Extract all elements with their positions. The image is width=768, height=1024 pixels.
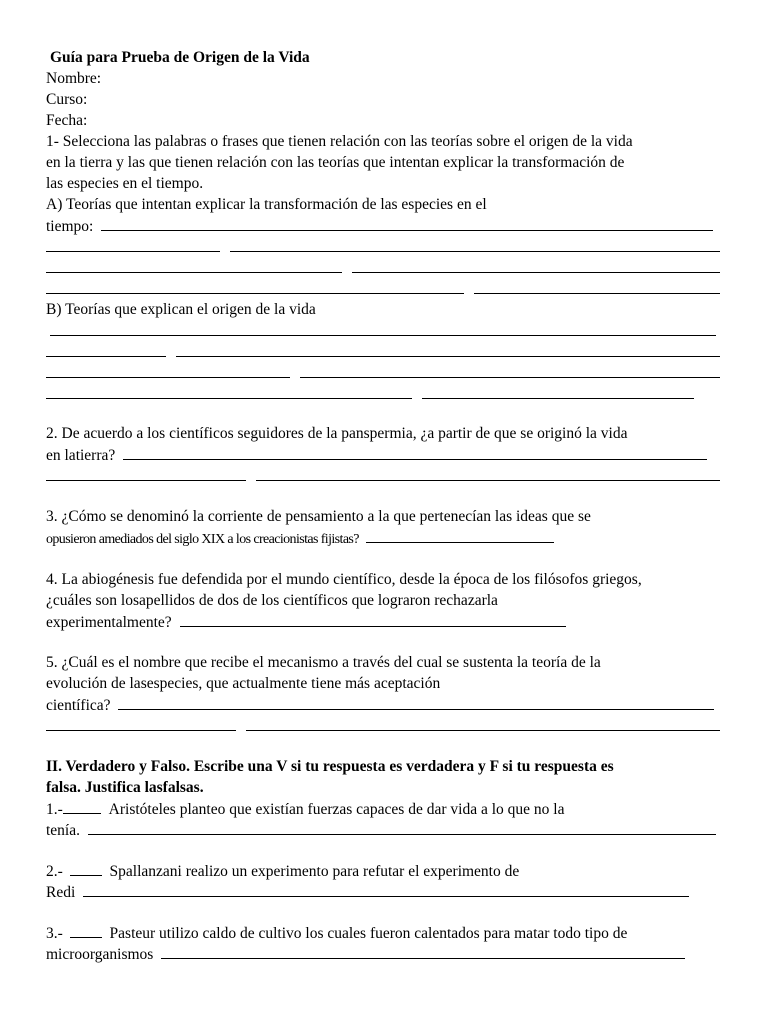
question-5-line-1: 5. ¿Cuál es el nombre que recibe el mecanismo a través del cual se sustenta la teoría de la	[46, 654, 601, 671]
page-title: Guía para Prueba de Origen de la Vida	[50, 49, 310, 66]
tf-item-3-justify-row	[46, 943, 718, 964]
tf-answer-blank[interactable]	[70, 860, 102, 876]
answer-blank[interactable]	[118, 694, 714, 710]
course-field-label: Curso:	[46, 91, 88, 108]
part-b-answer-row-3	[46, 362, 718, 383]
answer-blank[interactable]	[46, 278, 464, 294]
answer-blank[interactable]	[422, 383, 694, 399]
tf-item-1-text: Aristóteles planteo que existían fuerzas capaces de dar vida a lo que no la	[108, 801, 565, 818]
answer-blank[interactable]	[83, 881, 689, 897]
part-a-prompt: A) Teorías que intentan explicar la transformación de las especies en el	[46, 196, 487, 213]
question-3-answer-row	[46, 527, 718, 548]
part-b-answer-row-4	[46, 383, 718, 404]
answer-blank[interactable]	[50, 320, 716, 336]
answer-blank[interactable]	[88, 819, 716, 835]
section1-instruction-line-1: 1- Selecciona las palabras o frases que tienen relación con las teorías sobre el origen de la vida	[46, 133, 633, 150]
tf-answer-blank[interactable]	[70, 922, 102, 938]
question-5-line-2: evolución de lasespecies, que actualmente tiene más aceptación	[46, 675, 441, 692]
answer-blank[interactable]	[366, 527, 554, 543]
answer-blank[interactable]	[46, 362, 290, 378]
tf-item-2-number: 2.-	[46, 863, 63, 880]
part-b-prompt: B) Teorías que explican el origen de la vida	[46, 301, 316, 318]
question-5-answer-row-2	[46, 715, 718, 736]
tf-item-2-line-2: Redi	[46, 884, 76, 901]
part-b-answer-row-2	[46, 341, 718, 362]
question-2-line-1: 2. De acuerdo a los científicos seguidores de la panspermia, ¿a partir de que se originó la vida	[46, 425, 628, 442]
answer-blank[interactable]	[46, 465, 246, 481]
answer-blank[interactable]	[101, 215, 713, 231]
tf-item-3-line-2: microorganismos	[46, 946, 154, 963]
tf-item-2-justify-row	[46, 881, 718, 902]
answer-blank[interactable]	[161, 943, 685, 959]
question-5-answer-row	[46, 694, 718, 715]
part-b-answer-row-1	[46, 320, 718, 341]
question-4-line-3: experimentalmente?	[46, 614, 172, 631]
part-a-answer-row-4	[46, 278, 718, 299]
question-4-answer-row	[46, 611, 718, 632]
section1-instruction-line-2: en la tierra y las que tienen relación con las teorías que intentan explicar la transformación de	[46, 154, 625, 171]
tf-item-1-justify-row	[46, 819, 718, 840]
name-field-label: Nombre:	[46, 70, 102, 87]
tf-answer-blank[interactable]	[63, 798, 101, 814]
section-2-heading-line-2: falsa. Justifica lasfalsas.	[46, 779, 204, 796]
question-5-line-3: científica?	[46, 697, 111, 714]
question-4-line-2: ¿cuáles son losapellidos de dos de los científicos que lograron rechazarla	[46, 592, 498, 609]
question-3-line-1: 3. ¿Cómo se denominó la corriente de pensamiento a la que pertenecían las ideas que se	[46, 508, 591, 525]
answer-blank[interactable]	[176, 341, 720, 357]
question-3-line-2: opusieron amediados del siglo XIX a los creacionistas fijistas?	[46, 532, 359, 547]
answer-blank[interactable]	[256, 465, 720, 481]
question-2-answer-row	[46, 444, 718, 465]
answer-blank[interactable]	[246, 715, 720, 731]
question-4-line-1: 4. La abiogénesis fue defendida por el mundo científico, desde la época de los filósofos griegos,	[46, 571, 642, 588]
answer-blank[interactable]	[46, 341, 166, 357]
tf-item-1-number: 1.-	[46, 801, 63, 818]
section-2-heading-line-1: II. Verdadero y Falso. Escribe una V si tu respuesta es verdadera y F si tu respuesta es	[46, 758, 614, 775]
answer-blank[interactable]	[474, 278, 720, 294]
part-a-label-end: tiempo:	[46, 218, 94, 235]
part-a-answer-row-2	[46, 236, 718, 257]
tf-item-3-number: 3.-	[46, 925, 63, 942]
tf-item-3	[46, 922, 718, 943]
tf-item-3-text: Pasteur utilizo caldo de cultivo los cuales fueron calentados para matar todo tipo de	[109, 925, 628, 942]
tf-item-1-line-2: tenía.	[46, 822, 80, 839]
tf-item-2-text: Spallanzani realizo un experimento para refutar el experimento de	[109, 863, 520, 880]
answer-blank[interactable]	[46, 715, 236, 731]
tf-item-2	[46, 860, 718, 881]
answer-blank[interactable]	[46, 257, 342, 273]
part-a-answer-row-3	[46, 257, 718, 278]
answer-blank[interactable]	[46, 383, 412, 399]
tf-item-1	[46, 798, 718, 819]
section1-instruction-line-3: las especies en el tiempo.	[46, 175, 204, 192]
question-2-answer-row-2	[46, 465, 718, 486]
answer-blank[interactable]	[46, 236, 220, 252]
answer-blank[interactable]	[180, 611, 566, 627]
answer-blank[interactable]	[123, 444, 707, 460]
question-2-line-2: en latierra?	[46, 447, 116, 464]
part-a-answer-row-1	[46, 215, 718, 236]
answer-blank[interactable]	[300, 362, 720, 378]
date-field-label: Fecha:	[46, 112, 88, 129]
answer-blank[interactable]	[352, 257, 720, 273]
answer-blank[interactable]	[230, 236, 720, 252]
